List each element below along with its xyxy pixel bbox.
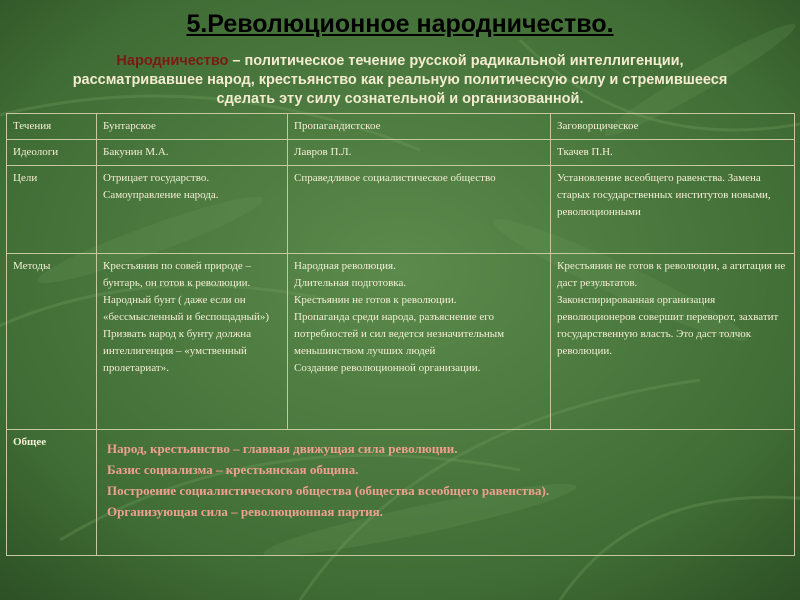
row-label-common: Общее bbox=[7, 430, 97, 556]
subtitle-term: Народничество bbox=[116, 53, 229, 69]
cell-line: Пропаганда среди народа, разъяснение его потребностей и сил ведется незначительным меньшинством лучших людей bbox=[294, 311, 505, 357]
cell-common bbox=[97, 430, 795, 556]
cell-ideologist-lavrov: Лавров П.Л. bbox=[288, 140, 551, 166]
cell-line: Законспирированная организация революционеров совершит переворот, захватит государственную власть. Это даст толчок революции. bbox=[557, 294, 779, 357]
cell-line: Народный бунт ( даже если он «бессмысленный и беспощадный») bbox=[103, 294, 270, 323]
common-line: Построение социалистического общества (общества всеобщего равенства). bbox=[107, 483, 550, 498]
cell-line: Установление всеобщего равенства. Замена старых государственных институтов новыми, революционными bbox=[557, 172, 771, 218]
cell-line: Длительная подготовка. bbox=[294, 277, 407, 289]
row-label-methods: Методы bbox=[7, 254, 97, 430]
cell-line: Крестьянин по совей природе – бунтарь, он готов к революции. bbox=[103, 260, 252, 289]
row-label-ideologists: Идеологи bbox=[7, 140, 97, 166]
header-cell-conspiracy: Заговорщическое bbox=[551, 114, 795, 140]
subtitle-definition: – политическое течение русской радикальной интеллигенции, рассматривавшее народ, крестьянство как реальную политическую силу и стремившееся сделать эту силу сознательной и организованной. bbox=[72, 53, 728, 107]
cell-line: Народная революция. bbox=[294, 260, 396, 272]
cell-line: Создание революционной организации. bbox=[294, 362, 481, 374]
header-cell-currents: Течения bbox=[7, 114, 97, 140]
cell-line: Самоуправление народа. bbox=[103, 189, 219, 201]
cell-methods-propaganda bbox=[288, 254, 551, 430]
cell-ideologist-bakunin: Бакунин М.А. bbox=[97, 140, 288, 166]
cell-line: Крестьянин не готов к революции. bbox=[294, 294, 457, 306]
cell-methods-conspiracy bbox=[551, 254, 795, 430]
cell-methods-rebel bbox=[97, 254, 288, 430]
cell-line: Отрицает государство. bbox=[103, 172, 210, 184]
page-title: 5.Революционное народничество. bbox=[186, 10, 614, 38]
table-row-common bbox=[7, 430, 795, 556]
header-cell-propaganda: Пропагандистское bbox=[288, 114, 551, 140]
table-header-row bbox=[7, 114, 795, 140]
cell-ideologist-tkachev: Ткачев П.Н. bbox=[551, 140, 795, 166]
cell-line: Справедливое социалистическое общество bbox=[294, 172, 496, 184]
comparison-table bbox=[6, 113, 795, 556]
table-row-goals bbox=[7, 166, 795, 254]
table-row-methods bbox=[7, 254, 795, 430]
cell-line: Призвать народ к бунту должна интеллигенция – «умственный пролетариат». bbox=[103, 328, 252, 374]
page-subtitle bbox=[60, 52, 740, 109]
common-line: Организующая сила – революционная партия. bbox=[107, 504, 383, 519]
table-row-ideologists bbox=[7, 140, 795, 166]
row-label-goals: Цели bbox=[7, 166, 97, 254]
common-line: Народ, крестьянство – главная движущая сила революции. bbox=[107, 441, 458, 456]
cell-goals-conspiracy bbox=[551, 166, 795, 254]
cell-line: Крестьянин не готов к революции, а агитация не даст результатов. bbox=[557, 260, 786, 289]
common-line: Базис социализма – крестьянская община. bbox=[107, 462, 359, 477]
header-cell-rebel: Бунтарское bbox=[97, 114, 288, 140]
cell-goals-propaganda bbox=[288, 166, 551, 254]
cell-goals-rebel bbox=[97, 166, 288, 254]
